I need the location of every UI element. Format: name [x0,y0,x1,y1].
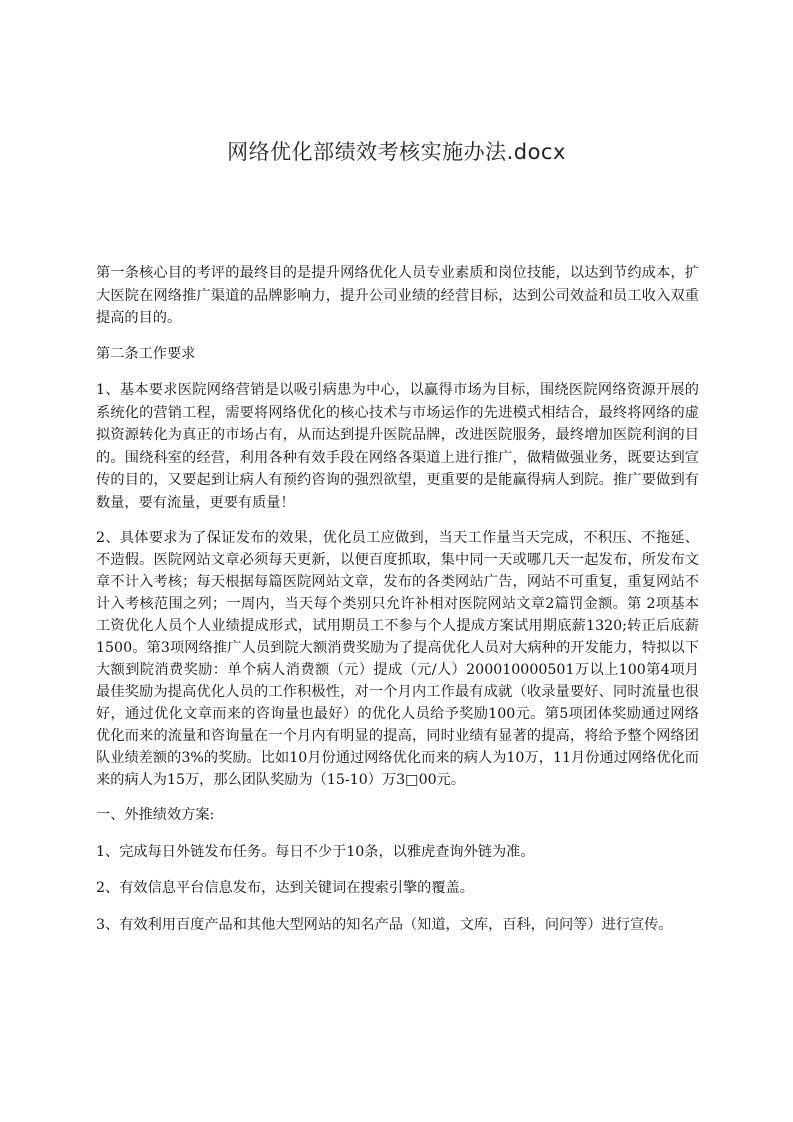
list-item-daily-links: 1、完成每日外链发布任务。每日不少于10条，以雅虎查询外链为准。 [96,843,535,860]
document-body [96,262,699,949]
paragraph-basic-requirements: 1、基本要求医院网络营销是以吸引病患为中心，以赢得市场为目标，围绕医院网络资源开展的系统化的营销工程，需要将网络优化的核心技术与市场运作的先进模式相结合，最终将网络的虚拟资源转化为真正的市场占有，从而达到提升医院品牌，改进医院服务，最终增加医院利润的目的。围绕科室的经营，利用各种有效手段在网络各渠道上进行推广，做精做强业务，既要达到宣传的目的，又要起到让病人有预约咨询的强烈欲望，更重要的是能赢得病人到院。推广要做到有数量，要有流量，更要有质量！ [96,382,699,511]
document-title: 网络优化部绩效考核实施办法.docx [227,140,566,164]
paragraph-core-purpose: 第一条核心目的考评的最终目的是提升网络优化人员专业素质和岗位技能，以达到节约成本，扩大医院在网络推广渠道的品牌影响力，提升公司业绩的经营目标，达到公司效益和员工收入双重提高的目的。 [96,265,699,326]
list-item-baidu-products: 3、有效利用百度产品和其他大型网站的知名产品（知道，文库，百科，问问等）进行宣传。 [96,916,673,933]
list-item-info-platform: 2、有效信息平台信息发布，达到关键词在搜索引擎的覆盖。 [96,880,474,896]
section-heading-external-performance: 一、外推绩效方案: [96,807,215,823]
paragraph-specific-requirements: 2、具体要求为了保证发布的效果，优化员工应做到，当天工作量当天完成，不积压、不拖延、不造假。医院网站文章必须每天更新，以便百度抓取，集中同一天或哪几天一起发布，所发布文章不计入考核；每天根据每篇医院网站文章，发布的各类网站广告，网站不可重复，重复网站不计入考核范围之列；一周内，当天每个类别只允许补相对医院网站文章2篇罚金额。第 2项基本工资优化人员个人业绩提成形式，试用期员工不参与个人提成方案试用期底薪1320;转正后底薪1500。第3项网络推广人员到院大额消费奖励为了提高优化人员对大病种的开发能力，特拟以下大额到院消费奖励：单个病人消费额（元）提成（元/人）200010000501万以上100第4项月最佳奖励为提高优化人员的工作积极性，对一个月内工作最有成就（收录量要好、同时流量也很好，通过优化文章而来的咨询量也最好）的优化人员给予奖励100元。第5项团体奖励通过网络优化而来的流量和咨询量在一个月内有明显的提高，同时业绩有显著的提高，将给予整个网络团队业绩差额的3%的奖励。比如10月份通过网络优化而来的病人为10万，11月份通过网络优化而来的病人为15万，那么团队奖励为（15-10）万3□00元。 [96,530,699,788]
section-heading-work-requirements: 第二条工作要求 [96,345,196,362]
